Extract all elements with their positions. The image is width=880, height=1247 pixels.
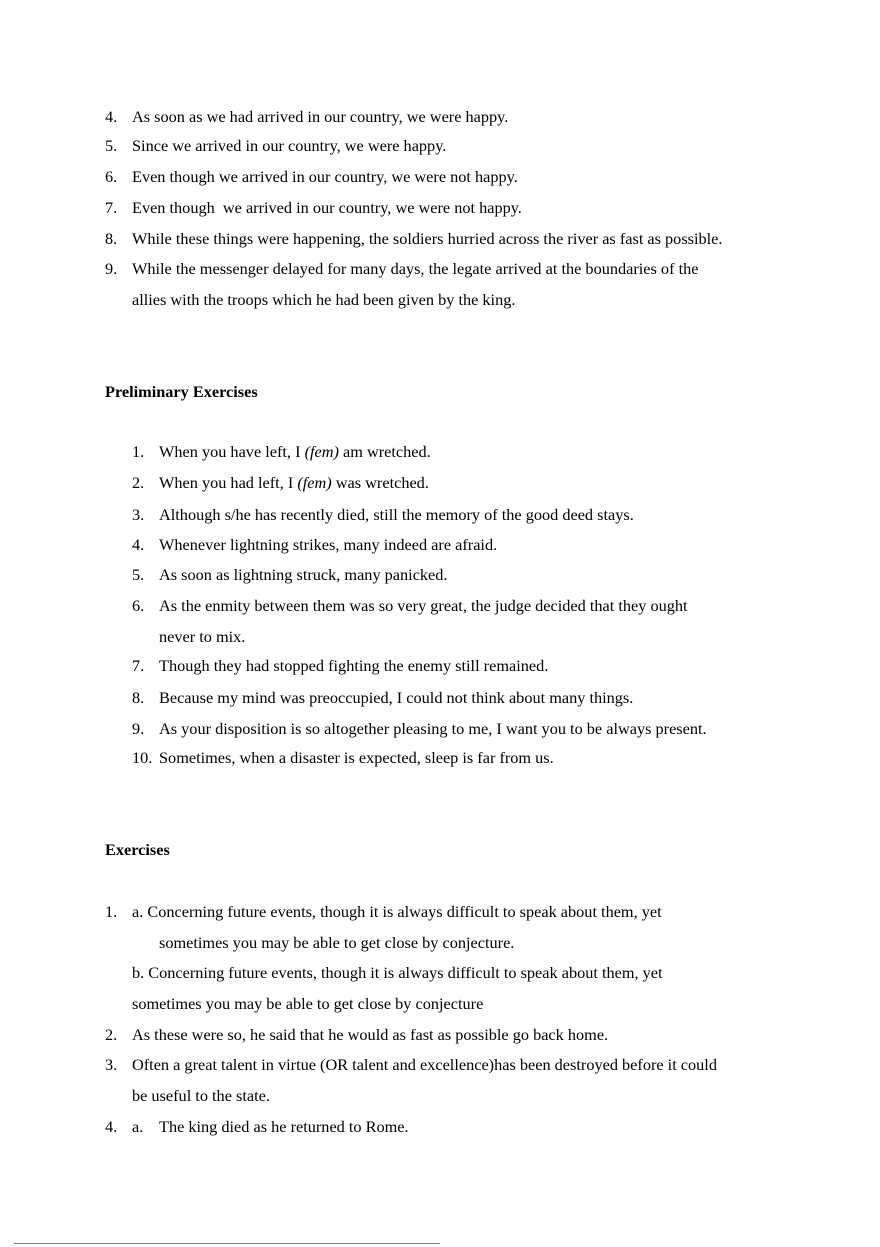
list-item-text: While these things were happening, the soldiers hurried across the river as fast as possible. [132, 229, 723, 248]
list-item-text-continuation: sometimes you may be able to get close by conjecture [132, 994, 484, 1013]
list-item-number: 5. [105, 136, 118, 155]
list-item-number: 8. [105, 229, 118, 248]
list-item-number: 7. [132, 656, 145, 675]
list-item-text-continuation: sometimes you may be able to get close by conjecture. [159, 933, 515, 952]
list-item-number: 9. [132, 719, 145, 738]
list-item-letter: a. [132, 1117, 144, 1136]
list-item-number: 3. [105, 1055, 118, 1074]
list-item-number: 4. [105, 1117, 118, 1136]
list-item-text: When you have left, I (fem) am wretched. [159, 442, 431, 461]
list-item-number: 4. [105, 107, 118, 126]
list-item-number: 10. [132, 748, 153, 767]
list-item-text: As your disposition is so altogether pleasing to me, I want you to be always present. [159, 719, 707, 738]
list-item-text: When you had left, I (fem) was wretched. [159, 473, 429, 492]
list-item-text: The king died as he returned to Rome. [159, 1117, 409, 1136]
list-item-number: 5. [132, 565, 145, 584]
list-item-text: Although s/he has recently died, still the memory of the good deed stays. [159, 505, 634, 524]
section-heading-preliminary: Preliminary Exercises [105, 382, 258, 401]
list-item-text: b. Concerning future events, though it is always difficult to speak about them, yet [132, 963, 663, 982]
list-item-text: Often a great talent in virtue (OR talent and excellence)has been destroyed before it could [132, 1055, 717, 1074]
list-item-text: While the messenger delayed for many days, the legate arrived at the boundaries of the [132, 259, 699, 278]
list-item-number: 1. [105, 902, 118, 921]
list-item-text: As soon as we had arrived in our country, we were happy. [132, 107, 509, 126]
list-item-number: 9. [105, 259, 118, 278]
section-heading-exercises: Exercises [105, 840, 170, 859]
list-item-number: 2. [105, 1025, 118, 1044]
list-item-number: 7. [105, 198, 118, 217]
list-item-text: Whenever lightning strikes, many indeed are afraid. [159, 535, 498, 554]
list-item-number: 3. [132, 505, 145, 524]
list-item-text: Though they had stopped fighting the enemy still remained. [159, 656, 549, 675]
list-item-number: 6. [105, 167, 118, 186]
list-item-text: As soon as lightning struck, many panicked. [159, 565, 448, 584]
list-item-number: 4. [132, 535, 145, 554]
list-item-number: 8. [132, 688, 145, 707]
list-item-number: 6. [132, 596, 145, 615]
list-item-text: Even though we arrived in our country, we were not happy. [132, 167, 518, 186]
list-item-text: As these were so, he said that he would as fast as possible go back home. [132, 1025, 609, 1044]
list-item-number: 1. [132, 442, 145, 461]
list-item-text: Even though we arrived in our country, we were not happy. [132, 198, 522, 217]
list-item-text-continuation: be useful to the state. [132, 1086, 270, 1105]
footnote-separator [14, 1243, 440, 1244]
list-item-text: Since we arrived in our country, we were happy. [132, 136, 447, 155]
list-item-text: Because my mind was preoccupied, I could not think about many things. [159, 688, 634, 707]
list-item-text: Sometimes, when a disaster is expected, sleep is far from us. [159, 748, 554, 767]
list-item-text: a. Concerning future events, though it is always difficult to speak about them, yet [132, 902, 662, 921]
list-item-text-continuation: allies with the troops which he had been given by the king. [132, 290, 516, 309]
list-item-text: As the enmity between them was so very great, the judge decided that they ought [159, 596, 688, 615]
list-item-number: 2. [132, 473, 145, 492]
list-item-text-continuation: never to mix. [159, 627, 246, 646]
